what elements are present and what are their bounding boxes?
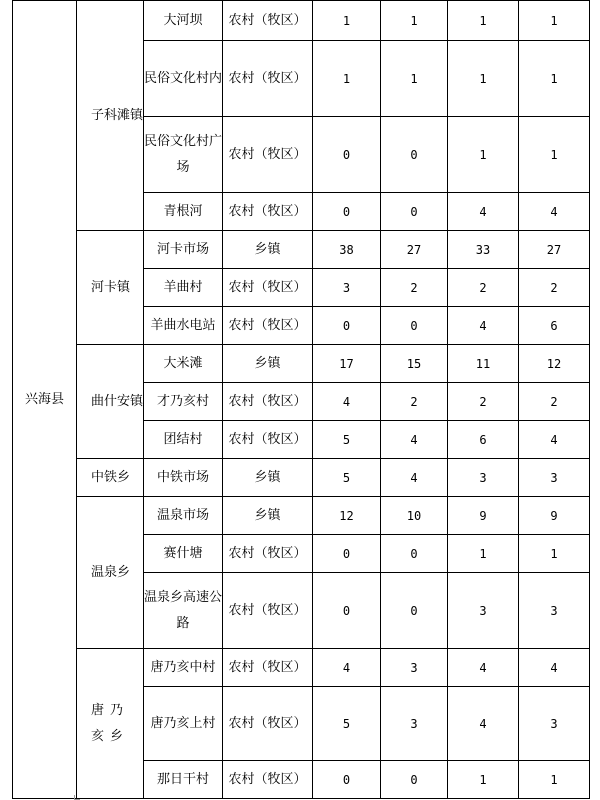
table-row <box>13 497 590 535</box>
value-cell: 1 <box>519 1 590 41</box>
area-type-cell: 农村（牧区） <box>223 269 313 307</box>
town-cell: 曲什安镇 <box>77 345 144 459</box>
village-cell: 唐乃亥中村 <box>144 649 223 687</box>
value-cell: 5 <box>313 421 381 459</box>
value-cell: 4 <box>381 459 448 497</box>
village-cell: 赛什塘 <box>144 535 223 573</box>
value-cell: 1 <box>448 1 519 41</box>
value-cell: 0 <box>381 193 448 231</box>
value-cell: 2 <box>381 383 448 421</box>
value-cell: 3 <box>519 573 590 649</box>
value-cell: 33 <box>448 231 519 269</box>
village-cell: 大河坝 <box>144 1 223 41</box>
value-cell: 2 <box>519 383 590 421</box>
area-type-cell: 乡镇 <box>223 231 313 269</box>
value-cell: 0 <box>381 307 448 345</box>
value-cell: 1 <box>519 761 590 799</box>
value-cell: 4 <box>448 687 519 761</box>
village-cell: 青根河 <box>144 193 223 231</box>
value-cell: 3 <box>519 687 590 761</box>
value-cell: 2 <box>448 269 519 307</box>
value-cell: 0 <box>313 535 381 573</box>
area-type-cell: 乡镇 <box>223 345 313 383</box>
value-cell: 17 <box>313 345 381 383</box>
value-cell: 4 <box>519 193 590 231</box>
value-cell: 1 <box>448 41 519 117</box>
value-cell: 4 <box>313 383 381 421</box>
value-cell: 1 <box>381 1 448 41</box>
value-cell: 4 <box>448 649 519 687</box>
value-cell: 4 <box>519 649 590 687</box>
value-cell: 1 <box>519 117 590 193</box>
village-cell: 温泉市场 <box>144 497 223 535</box>
value-cell: 1 <box>519 41 590 117</box>
area-type-cell: 农村（牧区） <box>223 117 313 193</box>
table-row <box>13 345 590 383</box>
value-cell: 5 <box>313 687 381 761</box>
value-cell: 3 <box>313 269 381 307</box>
value-cell: 6 <box>519 307 590 345</box>
village-cell: 唐乃亥上村 <box>144 687 223 761</box>
area-type-cell: 农村（牧区） <box>223 1 313 41</box>
county-cell: 兴海县 <box>13 1 77 799</box>
area-type-cell: 农村（牧区） <box>223 761 313 799</box>
town-cell: 温泉乡 <box>77 497 144 649</box>
value-cell: 1 <box>519 535 590 573</box>
value-cell: 0 <box>381 573 448 649</box>
data-table <box>12 0 590 799</box>
value-cell: 1 <box>381 41 448 117</box>
value-cell: 9 <box>519 497 590 535</box>
area-type-cell: 农村（牧区） <box>223 41 313 117</box>
value-cell: 2 <box>519 269 590 307</box>
value-cell: 9 <box>448 497 519 535</box>
value-cell: 1 <box>448 535 519 573</box>
village-cell: 河卡市场 <box>144 231 223 269</box>
value-cell: 11 <box>448 345 519 383</box>
area-type-cell: 乡镇 <box>223 497 313 535</box>
town-cell: 唐乃亥乡 <box>77 649 144 799</box>
area-type-cell: 农村（牧区） <box>223 535 313 573</box>
value-cell: 4 <box>519 421 590 459</box>
table-row <box>13 649 590 687</box>
value-cell: 0 <box>381 535 448 573</box>
value-cell: 3 <box>448 573 519 649</box>
value-cell: 12 <box>313 497 381 535</box>
value-cell: 3 <box>448 459 519 497</box>
value-cell: 4 <box>381 421 448 459</box>
village-cell: 团结村 <box>144 421 223 459</box>
value-cell: 12 <box>519 345 590 383</box>
value-cell: 4 <box>448 307 519 345</box>
town-cell: 中铁乡 <box>77 459 144 497</box>
table-row <box>13 459 590 497</box>
village-cell: 大米滩 <box>144 345 223 383</box>
value-cell: 0 <box>381 761 448 799</box>
value-cell: 27 <box>519 231 590 269</box>
value-cell: 0 <box>313 307 381 345</box>
town-cell: 子科滩镇 <box>77 1 144 231</box>
area-type-cell: 农村（牧区） <box>223 687 313 761</box>
village-cell: 羊曲村 <box>144 269 223 307</box>
value-cell: 5 <box>313 459 381 497</box>
village-cell: 中铁市场 <box>144 459 223 497</box>
value-cell: 38 <box>313 231 381 269</box>
village-cell: 那日干村 <box>144 761 223 799</box>
value-cell: 0 <box>313 761 381 799</box>
town-cell: 河卡镇 <box>77 231 144 345</box>
value-cell: 0 <box>313 573 381 649</box>
value-cell: 15 <box>381 345 448 383</box>
value-cell: 2 <box>381 269 448 307</box>
value-cell: 1 <box>448 761 519 799</box>
value-cell: 27 <box>381 231 448 269</box>
value-cell: 4 <box>313 649 381 687</box>
village-cell: 温泉乡高速公路 <box>144 573 223 649</box>
value-cell: 0 <box>381 117 448 193</box>
table-row <box>13 1 590 41</box>
value-cell: 3 <box>519 459 590 497</box>
value-cell: 6 <box>448 421 519 459</box>
value-cell: 10 <box>381 497 448 535</box>
value-cell: 1 <box>448 117 519 193</box>
table-row <box>13 231 590 269</box>
page-corner-mark <box>74 795 80 800</box>
area-type-cell: 农村（牧区） <box>223 649 313 687</box>
value-cell: 3 <box>381 687 448 761</box>
value-cell: 1 <box>313 1 381 41</box>
area-type-cell: 农村（牧区） <box>223 193 313 231</box>
value-cell: 4 <box>448 193 519 231</box>
value-cell: 1 <box>313 41 381 117</box>
area-type-cell: 农村（牧区） <box>223 573 313 649</box>
village-cell: 民俗文化村广场 <box>144 117 223 193</box>
village-cell: 民俗文化村内 <box>144 41 223 117</box>
area-type-cell: 农村（牧区） <box>223 421 313 459</box>
value-cell: 0 <box>313 193 381 231</box>
area-type-cell: 农村（牧区） <box>223 383 313 421</box>
village-cell: 羊曲水电站 <box>144 307 223 345</box>
value-cell: 2 <box>448 383 519 421</box>
area-type-cell: 乡镇 <box>223 459 313 497</box>
value-cell: 3 <box>381 649 448 687</box>
value-cell: 0 <box>313 117 381 193</box>
village-cell: 才乃亥村 <box>144 383 223 421</box>
area-type-cell: 农村（牧区） <box>223 307 313 345</box>
